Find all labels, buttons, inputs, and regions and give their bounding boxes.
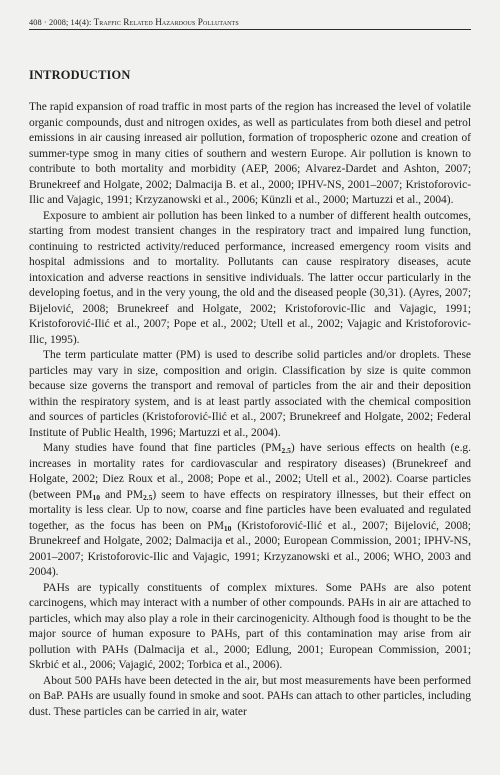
running-head xyxy=(29,16,471,30)
paragraph-4-part-c: and PM xyxy=(99,488,144,501)
section-heading: INTRODUCTION xyxy=(29,68,131,82)
article-body xyxy=(29,100,471,720)
pm-subscript: 2.5 xyxy=(281,446,291,455)
paragraph-4-part-d: ) seem to have effects on respiratory illnesses, but their effect on mortality is less clear. Up to now, coarse and fine particles have been evaluated and regulated together, as the focus has been on PM xyxy=(29,488,471,532)
paragraph-4-part-a: Many studies have found that fine particles (PM xyxy=(43,442,282,454)
pm-subscript: 2.5 xyxy=(143,492,153,502)
pm-subscript: 10 xyxy=(223,523,232,533)
running-head-folio: 408 · 2008; 14(4): xyxy=(29,18,94,27)
paragraph-1: The rapid expansion of road traffic in most parts of the region has increased the level of volatile organic compounds, dust and nitrogen oxides, as well as particulates from both diesel and petrol emissions in air causing inreased air pollution, formation of tropospheric ozone and creation of summer-type smog in many cities of southern and western Europe. Air pollution is known to contribute to both mortality and morbidity (AEP, 2006; Alvarez-Dardet and Ashton, 2007; Brunekreef and Holgate, 2002; Dalmacija B. et al., 2000; IPHV-NS, 2001–2007; Kristoforovic-Ilic and Vajagic, 1991; Krzyzanowski et al., 2006; Künzli et al., 2000; Martuzzi et al., 2004). xyxy=(29,101,471,206)
paragraph-6: About 500 PAHs have been detected in the air, but most measurements have been performed on BaP. PAHs are usually found in smoke and soot. PAHs can attach to other particles, including dust. These particles can be carried in air, water xyxy=(29,674,471,718)
paragraph-4-part-e: (Kristoforović-Ilić et al., 2007; Bijelović, 2008; Brunekreef and Holgate, 2002; Dalmacija et al., 2000; European Commission, 2001; IPHV-NS, 2001–2007; Kristoforovic-Ilic and Vajagic, 1991; Krzyzanowski et al., 2006; WHO, 2003 and 2004). xyxy=(29,519,471,578)
paragraph-5: PAHs are typically constituents of complex mixtures. Some PAHs are also potent carcinogens, which may interact with a number of other compounds. PAHs in air are attached to particles, which may also play a role in their carcinogenicity. Although food is thought to be the major source of human exposure to PAHs, part of this contamination may arise from air pollution with PAHs (Dalmacija et al., 2000; Edlung, 2001; European Commission, 2001; Skrbić et al., 2006; Vajagić, 2002; Torbica et al., 2006). xyxy=(29,581,471,671)
paragraph-4 xyxy=(29,441,471,581)
paragraph-3: The term particulate matter (PM) is used to describe solid particles and/or droplets. These particles may vary in size, composition and origin. Classification by size is quite common because size governs the transport and removal of particles from the air and their deposition within the respiratory system, and is at least partly associated with the chemical composition and sources of particles (Kristoforović-Ilić et al., 2007; Brunekreef and Holgate, 2002; Federal Institute of Public Health, 1996; Martuzzi et al., 2004). xyxy=(29,349,471,439)
pm-subscript: 10 xyxy=(92,492,100,502)
paragraph-2: Exposure to ambient air pollution has been linked to a number of different health outcomes, starting from modest transient changes in the respiratory tract and impaired lung function, continuing to restricted activity/reduced performance, increased emergency room visits and hospital admissions and to mortality. Pollutants can cause respiratory diseases, acute intoxication and adverse reactions in sensitive individuals. The latter occur particularly in the developing foetus, and in the very young, the old and the diseased people (30,31). (Ayres, 2007; Bijelović, 2008; Brunekreef and Holgate, 2002; Kristoforovic-Ilic and Vajagic, 1991; Kristoforović-Ilić et al., 2007; Pope et al., 2002; Utell et al., 2002; Vajagic and Kristoforovic-Ilic, 1995). xyxy=(29,209,471,346)
paragraph-4-part-b: ) have serious effects on health (e.g. increases in mortality rates for cardiovascular and respiratory diseases) (Brunekreef and Holgate, 2002; Diez Roux et al., 2008; Pope et al., 2002; Utell et al., 2002). Coarse particles (between PM xyxy=(29,442,472,501)
running-head-title: Traffic Related Hazardous Pollutants xyxy=(93,17,239,27)
